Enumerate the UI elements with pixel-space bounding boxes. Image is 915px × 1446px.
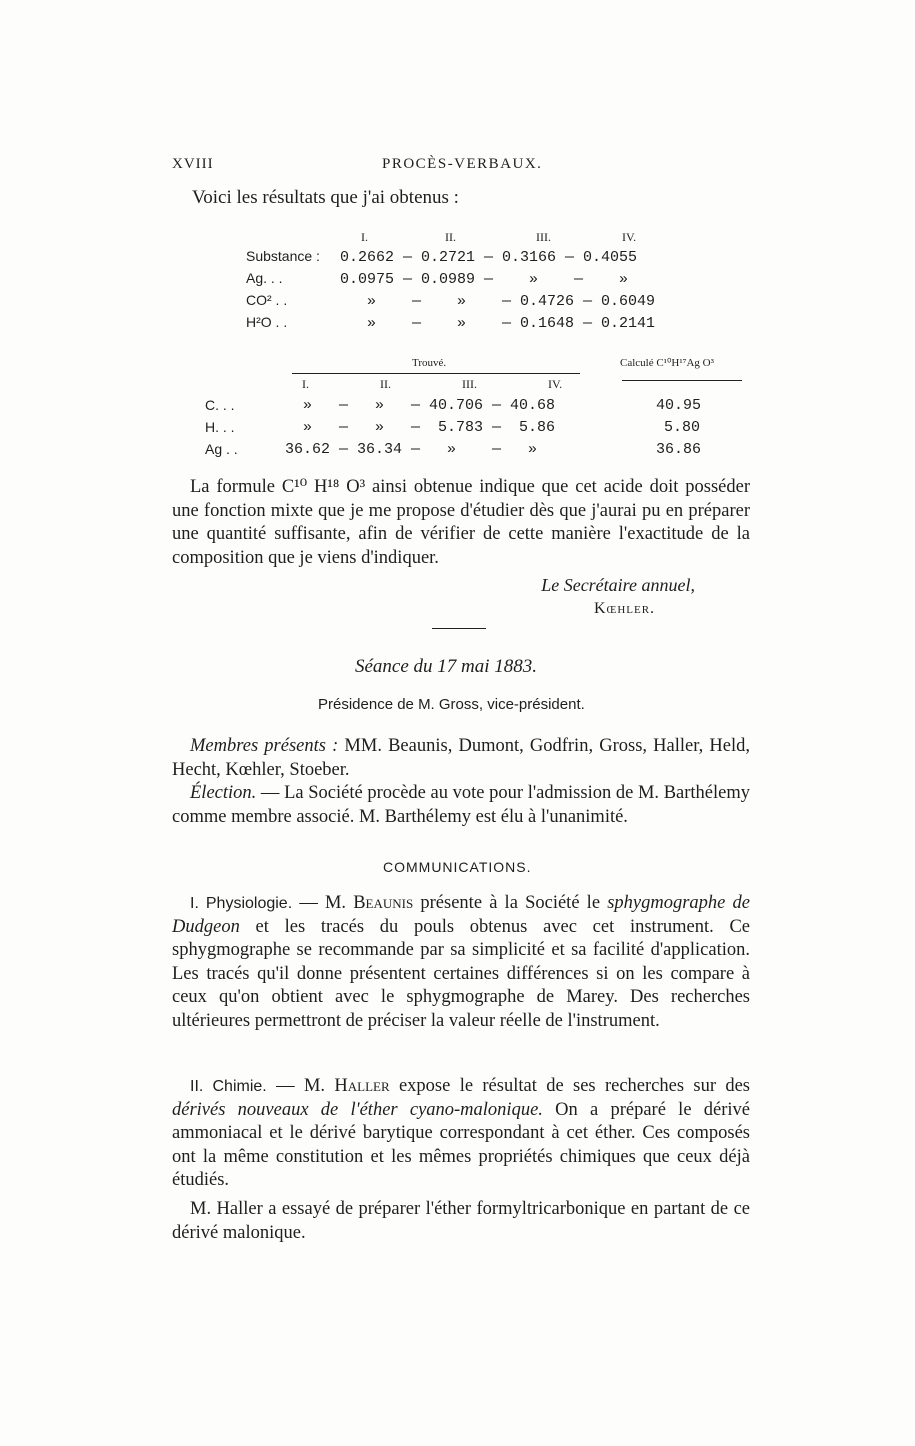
secretary-name: Kœhler. <box>594 600 656 617</box>
trouve-header: Trouvé. <box>412 357 447 369</box>
membres-text: MM. Beaunis, Dumont, Godfrin, Gross, Haller, Held, Hecht, Kœhler, Stoeber. <box>172 736 751 780</box>
physiologie-t2: présente à la Société le <box>413 893 608 913</box>
t2-row-label: H. . . <box>205 419 235 435</box>
t1-row <box>246 270 628 288</box>
t2-row-calc: 5.80 <box>664 419 701 436</box>
running-title: PROCÈS-VERBAUX. <box>382 156 543 172</box>
t1-row-label: Substance : <box>246 248 320 264</box>
t1-row-values: 0.0975 — 0.0989 — » — » <box>340 271 629 288</box>
election-label: Élection. <box>190 783 257 803</box>
presidence-line: Présidence de M. Gross, vice-président. <box>318 696 585 713</box>
t2-col-1: I. <box>302 377 309 391</box>
t1-row <box>246 314 655 332</box>
t2-col-2: II. <box>380 377 391 391</box>
t1-row-values: » — » — 0.1648 — 0.2141 <box>340 315 656 332</box>
intro-line: Voici les résultats que j'ai obtenus : <box>192 187 459 208</box>
calcule-rule <box>622 380 742 381</box>
t1-row <box>246 248 637 266</box>
trouve-rule <box>292 373 580 374</box>
t2-col-4: IV. <box>548 377 563 391</box>
t1-col-4: IV. <box>622 230 637 244</box>
t2-row-values: 36.62 — 36.34 — » — » <box>285 441 538 458</box>
seance-heading: Séance du 17 mai 1883. <box>355 656 538 677</box>
haller-name: Haller <box>334 1076 390 1096</box>
t1-col-3: III. <box>536 230 551 244</box>
section-divider <box>432 628 486 629</box>
t1-col-1: I. <box>361 230 368 244</box>
haller-paragraph: M. Haller a essayé de préparer l'éther formyltricarbonique en partant de ce dérivé malonique. <box>172 1199 750 1243</box>
election-paragraph <box>172 782 750 829</box>
secretary-role: Le Secrétaire annuel, <box>541 575 695 595</box>
t1-row <box>246 292 655 310</box>
t1-row-label: H²O . . <box>246 314 288 330</box>
t1-row-label: CO² . . <box>246 292 288 308</box>
t2-row-values: » — » — 5.783 — 5.86 <box>285 419 556 436</box>
election-text: — La Société procède au vote pour l'admission de M. Barthélemy comme membre associé. M. Barthélemy est élu à l'unanimité. <box>172 783 750 827</box>
physiologie-paragraph <box>172 892 750 1034</box>
ether-term: dérivés nouveaux de l'éther cyano-malonique. <box>172 1099 543 1120</box>
membres-paragraph <box>172 735 750 782</box>
t2-row-label: C. . . <box>205 397 235 413</box>
chimie-t3: On a préparé le dérivé ammoniacal et le dérivé barytique correspondant à cet éther. Ces composés ont la même constitution et les mêmes propriétés chimiques que ceux déjà étudiés. <box>172 1099 750 1191</box>
t1-row-values: 0.2662 — 0.2721 — 0.3166 — 0.4055 <box>340 249 638 266</box>
t1-row-label: Ag. . . <box>246 270 283 286</box>
physiologie-label: I. Physiologie. <box>190 895 293 912</box>
t2-row-calc: 40.95 <box>656 397 702 414</box>
t1-row-values: » — » — 0.4726 — 0.6049 <box>340 293 656 310</box>
chimie-label: II. Chimie. <box>190 1078 267 1095</box>
formula-paragraph: La formule C¹⁰ H¹⁸ O³ ainsi obtenue indique que cet acide doit posséder une fonction mixte que je me propose d'étudier dès que j'aurai pu en préparer une quantité suffisante, afin de vérifier de cette manière l'exactitude de la composition que je viens d'indiquer. <box>172 477 750 568</box>
t2-row-values: » — » — 40.706 — 40.68 <box>285 397 556 414</box>
chimie-t2: expose le résultat de ses recherches sur des <box>389 1076 751 1096</box>
membres-label: Membres présents : <box>190 736 339 756</box>
sphygmographe-term: sphygmographe de Dudgeon <box>172 893 751 937</box>
t1-col-2: II. <box>445 230 456 244</box>
t2-row-label: Ag . . <box>205 441 238 457</box>
calcule-header: Calculé C¹⁰H¹⁷Ag O³ <box>620 357 714 369</box>
physiologie-t3: et les tracés du pouls obtenus avec cet instrument. Ce sphygmographe se recommande par sa simplicité et sa facilité d'application. Les tracés qu'il donne présentent certaines différences si on les compare à ceux qu'on obtient avec le sphygmographe de Marey. Des recherches ultérieures permettront de préciser la valeur réelle de l'instrument. <box>172 916 750 1031</box>
beaunis-name: Beaunis <box>353 893 414 913</box>
t2-row-calc: 36.86 <box>656 441 702 458</box>
communications-heading: COMMUNICATIONS. <box>383 859 532 875</box>
t2-col-3: III. <box>462 377 477 391</box>
chimie-t1: — M. <box>266 1076 335 1096</box>
physiologie-t1: — M. <box>292 893 354 913</box>
page-number: XVIII <box>172 156 214 172</box>
chimie-paragraph <box>172 1075 750 1193</box>
